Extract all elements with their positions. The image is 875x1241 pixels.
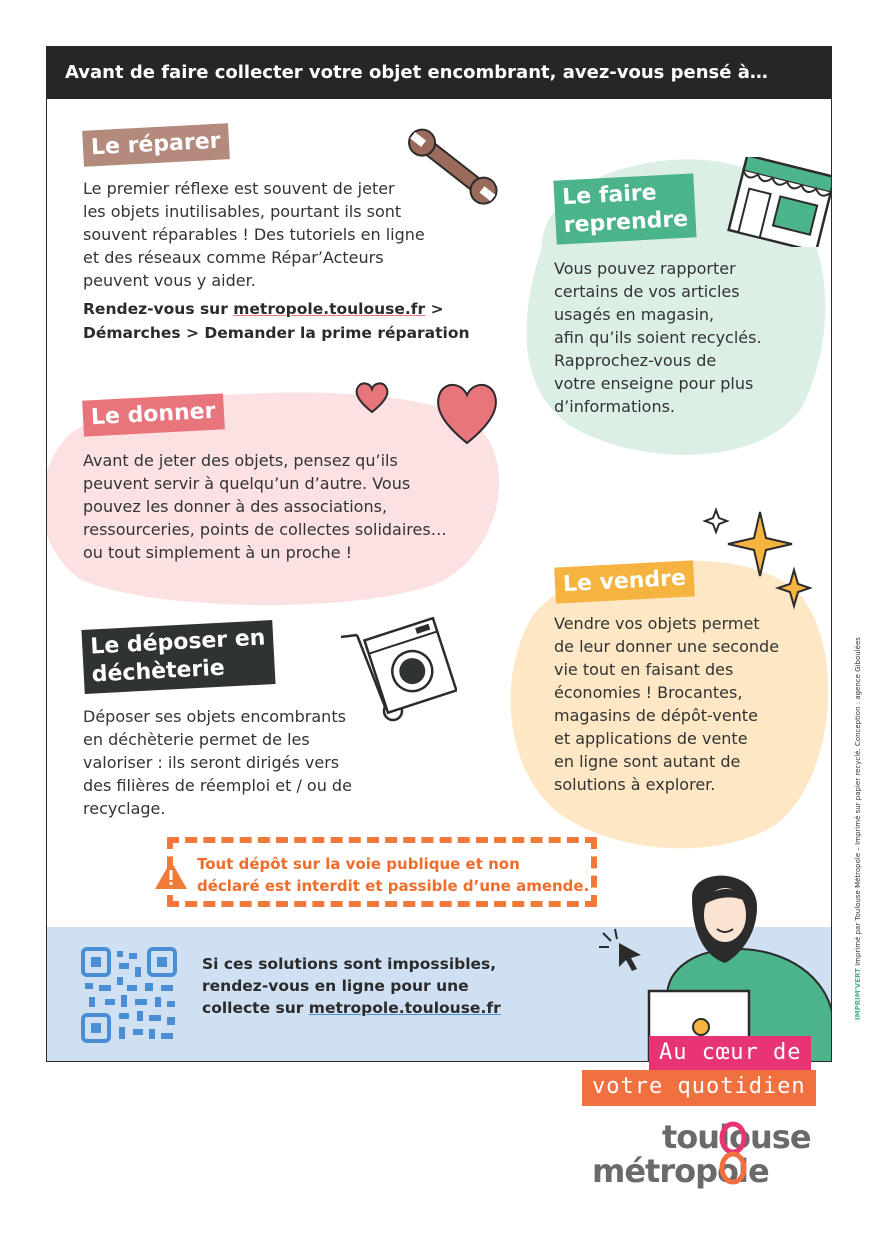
repair-cta-prefix: Rendez-vous sur [83,300,234,318]
woman-laptop-illustration [597,867,832,1062]
bottom-cta-prefix: collecte sur [202,999,309,1017]
reprise-line: afin qu’ils soient recyclés. [554,328,762,347]
qr-code-icon[interactable] [79,945,179,1045]
sidebar-credit [842,600,862,1020]
credit-text: Imprimé par Toulouse Métropole – Imprimé sur papier recyclé. Conception : agence Giboulées [854,637,862,966]
reprise-title [553,173,697,244]
bottom-cta-line2: rendez-vous en ligne pour une [202,977,469,995]
logo-line1: toulouse [662,1118,811,1156]
depot-title-line2: déchèterie [91,655,226,688]
repair-cta-link[interactable]: metropole.toulouse.fr [233,300,426,318]
warning-text [197,853,589,897]
repair-line: et des réseaux comme Répar’Acteurs [83,248,384,267]
sparkle-icon [702,502,812,612]
sell-line: de leur donner une seconde [554,637,780,656]
depot-line: valoriser : ils seront dirigés vers [83,753,340,772]
repair-line: peuvent vous y aider. [83,271,256,290]
repair-line: souvent réparables ! Des tutoriels en ligne [83,225,425,244]
repair-title: Le réparer [82,123,229,167]
sell-line: Vendre vos objets permet [554,614,760,633]
sell-title: Le vendre [554,560,695,603]
donate-line: ou tout simplement à un proche ! [83,543,353,562]
shop-icon [727,157,832,247]
warning-box [167,837,597,907]
donate-line: ressourceries, points de collectes solidaires… [83,520,447,539]
depot-title-line1: Le déposer en [89,625,267,660]
logo-o-mark-icon [718,1120,748,1186]
slogan-line2: votre quotidien [582,1070,816,1106]
donate-text [83,449,447,564]
big-heart-icon [432,377,502,447]
reprise-title-line2: reprendre [563,206,689,239]
donate-line: Avant de jeter des objets, pensez qu’ils [83,451,398,470]
reprise-text [554,257,762,418]
slogan-line1: Au cœur de [649,1036,811,1072]
reprise-line: certains de vos articles [554,282,740,301]
repair-line: les objets inutilisables, pourtant ils sont [83,202,402,221]
repair-cta [83,297,444,321]
reprise-line: votre enseigne pour plus [554,374,754,393]
reprise-line: d’informations. [554,397,676,416]
sell-line: vie tout en faisant des [554,660,734,679]
repair-cta-suffix: > [425,300,444,318]
sell-line: et applications de vente [554,729,748,748]
header-title: Avant de faire collecter votre objet encombrant, avez-vous pensé à… [47,47,831,99]
bottom-cta [202,953,501,1019]
depot-line: des filières de réemploi et / ou de [83,776,352,795]
depot-line: recyclage. [83,799,166,818]
donate-title: Le donner [82,393,224,436]
imprimvert-label: IMPRIM'VERT [854,968,862,1020]
reprise-title-line1: Le faire [561,180,658,211]
sidebar-credit-text [854,600,862,1020]
reprise-line: usagés en magasin, [554,305,715,324]
depot-line: en déchèterie permet de les [83,730,310,749]
reprise-line: Rapprochez-vous de [554,351,717,370]
warning-line1: Tout dépôt sur la voie publique et non [197,855,520,873]
depot-line: Déposer ses objets encombrants [83,707,346,726]
sell-text [554,612,779,796]
bottom-cta-line3 [202,997,501,1019]
sell-line: magasins de dépôt-vente [554,706,758,725]
sell-line: en ligne sont autant de [554,752,741,771]
warning-line2: déclaré est interdit et passible d’une amende. [197,877,590,895]
warning-triangle-icon [153,859,189,891]
reprise-line: Vous pouvez rapporter [554,259,736,278]
donate-line: pouvez les donner à des associations, [83,497,388,516]
repair-text [83,177,425,292]
sell-line: solutions à explorer. [554,775,716,794]
toulouse-metropole-logo [592,1120,811,1188]
washing-machine-trolley-icon [337,607,457,727]
depot-text [83,705,352,820]
bottom-cta-line1: Si ces solutions sont impossibles, [202,955,497,973]
flyer-frame [46,46,832,1062]
small-heart-icon [352,379,392,415]
logo-line2: métropole [592,1152,769,1190]
repair-line: Le premier réflexe est souvent de jeter [83,179,395,198]
repair-cta-path: Démarches > Demander la prime réparation [83,324,470,342]
sell-line: économies ! Brocantes, [554,683,743,702]
bottom-cta-link[interactable]: metropole.toulouse.fr [308,999,501,1017]
depot-title [81,620,275,694]
donate-line: peuvent servir à quelqu’un d’autre. Vous [83,474,411,493]
